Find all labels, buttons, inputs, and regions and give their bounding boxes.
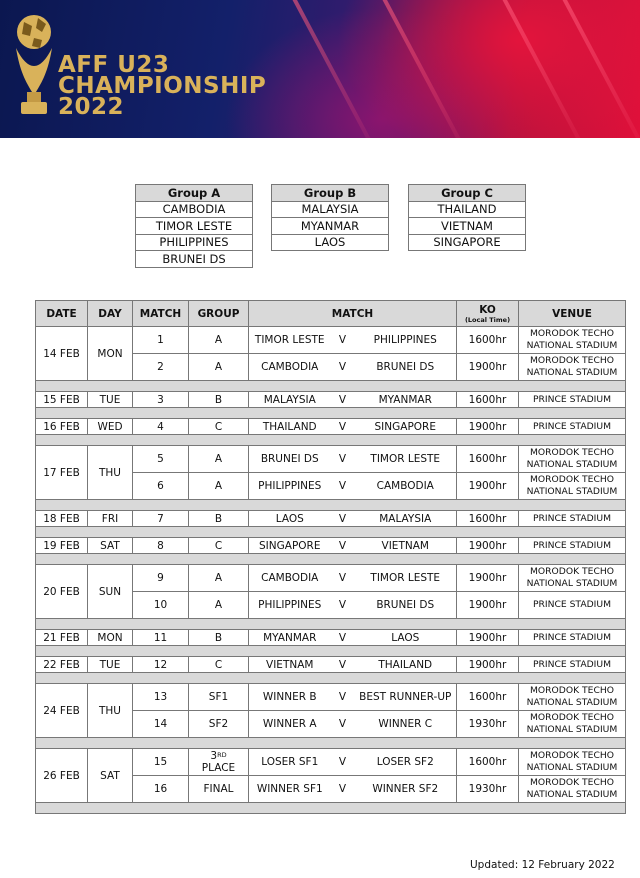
header-date: DATE (36, 301, 88, 327)
away-team: CAMBODIA (355, 473, 457, 500)
match-row (36, 419, 626, 435)
match-number: 3 (133, 392, 189, 408)
match-day: SAT (88, 749, 133, 803)
kickoff-time: 1900hr (457, 565, 519, 592)
logo-line-1: AFF U23 (58, 52, 170, 78)
match-venue: MORODOK TECHO NATIONAL STADIUM (519, 473, 626, 500)
match-number: 1 (133, 327, 189, 354)
group-title: Group B (272, 185, 389, 202)
home-team: CAMBODIA (249, 354, 331, 381)
group-team: MALAYSIA (272, 201, 389, 218)
schedule-table (35, 300, 626, 814)
match-group: C (189, 419, 249, 435)
spacer-row (36, 646, 626, 657)
match-venue: PRINCE STADIUM (519, 630, 626, 646)
versus-label: V (331, 565, 355, 592)
spacer-row (36, 408, 626, 419)
spacer-row (36, 381, 626, 392)
spacer-cell (36, 738, 626, 749)
away-team: PHILIPPINES (355, 327, 457, 354)
versus-label: V (331, 511, 355, 527)
spacer-cell (36, 803, 626, 814)
match-venue: MORODOK TECHO NATIONAL STADIUM (519, 565, 626, 592)
banner-streak (549, 0, 640, 138)
match-group: FINAL (189, 776, 249, 803)
home-team: MYANMAR (249, 630, 331, 646)
banner-streak (279, 0, 386, 138)
away-team: LAOS (355, 630, 457, 646)
match-number: 8 (133, 538, 189, 554)
match-day: SUN (88, 565, 133, 619)
match-number: 14 (133, 711, 189, 738)
kickoff-time: 1900hr (457, 473, 519, 500)
match-group: A (189, 592, 249, 619)
match-row (36, 327, 626, 354)
match-date: 19 FEB (36, 538, 88, 554)
group-place: PLACE (201, 762, 236, 774)
match-row (36, 749, 626, 776)
group-team: SINGAPORE (409, 234, 526, 251)
header-group: GROUP (189, 301, 249, 327)
versus-label: V (331, 776, 355, 803)
spacer-cell (36, 527, 626, 538)
match-row (36, 565, 626, 592)
match-day: WED (88, 419, 133, 435)
match-venue: MORODOK TECHO NATIONAL STADIUM (519, 446, 626, 473)
group-team: BRUNEI DS (136, 251, 253, 268)
match-row (36, 511, 626, 527)
spacer-cell (36, 435, 626, 446)
spacer-row (36, 500, 626, 511)
home-team: CAMBODIA (249, 565, 331, 592)
match-number: 9 (133, 565, 189, 592)
versus-label: V (331, 392, 355, 408)
versus-label: V (331, 711, 355, 738)
home-team: LOSER SF1 (249, 749, 331, 776)
home-team: PHILIPPINES (249, 473, 331, 500)
kickoff-time: 1900hr (457, 592, 519, 619)
home-team: VIETNAM (249, 657, 331, 673)
match-venue: PRINCE STADIUM (519, 511, 626, 527)
spacer-cell (36, 619, 626, 630)
match-group: B (189, 392, 249, 408)
match-group (189, 749, 249, 776)
versus-label: V (331, 327, 355, 354)
home-team: TIMOR LESTE (249, 327, 331, 354)
away-team: VIETNAM (355, 538, 457, 554)
spacer-row (36, 527, 626, 538)
kickoff-time: 1900hr (457, 538, 519, 554)
away-team: BEST RUNNER-UP (355, 684, 457, 711)
updated-note: Updated: 12 February 2022 (470, 859, 615, 871)
match-group: A (189, 354, 249, 381)
versus-label: V (331, 657, 355, 673)
match-date: 15 FEB (36, 392, 88, 408)
versus-label: V (331, 749, 355, 776)
match-group: A (189, 565, 249, 592)
match-venue: PRINCE STADIUM (519, 592, 626, 619)
kickoff-time: 1900hr (457, 630, 519, 646)
match-row (36, 657, 626, 673)
versus-label: V (331, 354, 355, 381)
spacer-cell (36, 673, 626, 684)
match-number: 5 (133, 446, 189, 473)
match-venue: MORODOK TECHO NATIONAL STADIUM (519, 354, 626, 381)
match-venue: PRINCE STADIUM (519, 419, 626, 435)
group-team: TIMOR LESTE (136, 218, 253, 235)
header-match: MATCH (249, 301, 457, 327)
group-b-table (271, 184, 389, 251)
away-team: WINNER SF2 (355, 776, 457, 803)
match-row (36, 630, 626, 646)
group-team: CAMBODIA (136, 201, 253, 218)
match-date: 17 FEB (36, 446, 88, 500)
header-ko-label: KO (479, 303, 496, 316)
spacer-row (36, 619, 626, 630)
match-venue: MORODOK TECHO NATIONAL STADIUM (519, 684, 626, 711)
kickoff-time: 1900hr (457, 354, 519, 381)
match-row (36, 684, 626, 711)
header-banner (0, 0, 640, 138)
header-ko (457, 301, 519, 327)
match-number: 7 (133, 511, 189, 527)
spacer-row (36, 554, 626, 565)
match-row (36, 538, 626, 554)
match-venue: PRINCE STADIUM (519, 392, 626, 408)
match-row (36, 392, 626, 408)
away-team: TIMOR LESTE (355, 446, 457, 473)
away-team: SINGAPORE (355, 419, 457, 435)
group-a-table (135, 184, 253, 268)
group-team: THAILAND (409, 201, 526, 218)
spacer-row (36, 673, 626, 684)
kickoff-time: 1600hr (457, 684, 519, 711)
championship-logo-text (58, 52, 267, 120)
group-c-table (408, 184, 526, 251)
away-team: LOSER SF2 (355, 749, 457, 776)
kickoff-time: 1600hr (457, 327, 519, 354)
versus-label: V (331, 684, 355, 711)
match-date: 22 FEB (36, 657, 88, 673)
home-team: THAILAND (249, 419, 331, 435)
versus-label: V (331, 592, 355, 619)
header-match-number: MATCH (133, 301, 189, 327)
away-team: MALAYSIA (355, 511, 457, 527)
match-date: 26 FEB (36, 749, 88, 803)
match-group: SF1 (189, 684, 249, 711)
match-number: 15 (133, 749, 189, 776)
match-venue: MORODOK TECHO NATIONAL STADIUM (519, 776, 626, 803)
spacer-cell (36, 408, 626, 419)
match-number: 4 (133, 419, 189, 435)
kickoff-time: 1900hr (457, 419, 519, 435)
match-date: 24 FEB (36, 684, 88, 738)
match-date: 21 FEB (36, 630, 88, 646)
match-number: 2 (133, 354, 189, 381)
match-venue: MORODOK TECHO NATIONAL STADIUM (519, 327, 626, 354)
group-title: Group C (409, 185, 526, 202)
match-venue: PRINCE STADIUM (519, 538, 626, 554)
group-team: PHILIPPINES (136, 234, 253, 251)
spacer-row (36, 738, 626, 749)
match-number: 12 (133, 657, 189, 673)
group-ordinal-suffix: RD (217, 751, 227, 759)
match-venue: MORODOK TECHO NATIONAL STADIUM (519, 749, 626, 776)
match-day: MON (88, 327, 133, 381)
versus-label: V (331, 630, 355, 646)
away-team: BRUNEI DS (355, 592, 457, 619)
match-day: SAT (88, 538, 133, 554)
versus-label: V (331, 419, 355, 435)
home-team: PHILIPPINES (249, 592, 331, 619)
spacer-row (36, 435, 626, 446)
match-number: 10 (133, 592, 189, 619)
kickoff-time: 1900hr (457, 657, 519, 673)
match-group: C (189, 538, 249, 554)
match-date: 18 FEB (36, 511, 88, 527)
match-venue: PRINCE STADIUM (519, 657, 626, 673)
home-team: LAOS (249, 511, 331, 527)
match-day: THU (88, 684, 133, 738)
match-group: A (189, 446, 249, 473)
home-team: SINGAPORE (249, 538, 331, 554)
match-group: A (189, 327, 249, 354)
away-team: BRUNEI DS (355, 354, 457, 381)
banner-streak (489, 0, 596, 138)
match-date: 20 FEB (36, 565, 88, 619)
spacer-cell (36, 554, 626, 565)
home-team: BRUNEI DS (249, 446, 331, 473)
header-day: DAY (88, 301, 133, 327)
home-team: MALAYSIA (249, 392, 331, 408)
match-day: TUE (88, 392, 133, 408)
match-group: B (189, 511, 249, 527)
home-team: WINNER B (249, 684, 331, 711)
match-number: 16 (133, 776, 189, 803)
spacer-cell (36, 646, 626, 657)
spacer-cell (36, 500, 626, 511)
match-row (36, 446, 626, 473)
spacer-row (36, 803, 626, 814)
header-venue: VENUE (519, 301, 626, 327)
match-group: A (189, 473, 249, 500)
kickoff-time: 1930hr (457, 776, 519, 803)
group-team: VIETNAM (409, 218, 526, 235)
away-team: TIMOR LESTE (355, 565, 457, 592)
home-team: WINNER A (249, 711, 331, 738)
match-number: 13 (133, 684, 189, 711)
home-team: WINNER SF1 (249, 776, 331, 803)
match-day: MON (88, 630, 133, 646)
versus-label: V (331, 446, 355, 473)
group-title: Group A (136, 185, 253, 202)
schedule-header-row (36, 301, 626, 327)
versus-label: V (331, 473, 355, 500)
group-team: LAOS (272, 234, 389, 251)
spacer-cell (36, 381, 626, 392)
match-day: THU (88, 446, 133, 500)
group-team: MYANMAR (272, 218, 389, 235)
away-team: MYANMAR (355, 392, 457, 408)
trophy-logo-icon (12, 12, 56, 120)
away-team: WINNER C (355, 711, 457, 738)
match-group: C (189, 657, 249, 673)
match-number: 11 (133, 630, 189, 646)
kickoff-time: 1600hr (457, 511, 519, 527)
group-ordinal: 3 (210, 750, 218, 762)
match-date: 16 FEB (36, 419, 88, 435)
logo-line-3: 2022 (58, 94, 125, 120)
kickoff-time: 1600hr (457, 446, 519, 473)
kickoff-time: 1600hr (457, 392, 519, 408)
away-team: THAILAND (355, 657, 457, 673)
match-day: FRI (88, 511, 133, 527)
match-day: TUE (88, 657, 133, 673)
banner-streak (369, 0, 476, 138)
kickoff-time: 1930hr (457, 711, 519, 738)
match-venue: MORODOK TECHO NATIONAL STADIUM (519, 711, 626, 738)
match-date: 14 FEB (36, 327, 88, 381)
logo-line-2: CHAMPIONSHIP (58, 73, 267, 99)
header-ko-sub: (Local Time) (464, 315, 511, 324)
versus-label: V (331, 538, 355, 554)
kickoff-time: 1600hr (457, 749, 519, 776)
match-group: SF2 (189, 711, 249, 738)
match-group: B (189, 630, 249, 646)
match-number: 6 (133, 473, 189, 500)
